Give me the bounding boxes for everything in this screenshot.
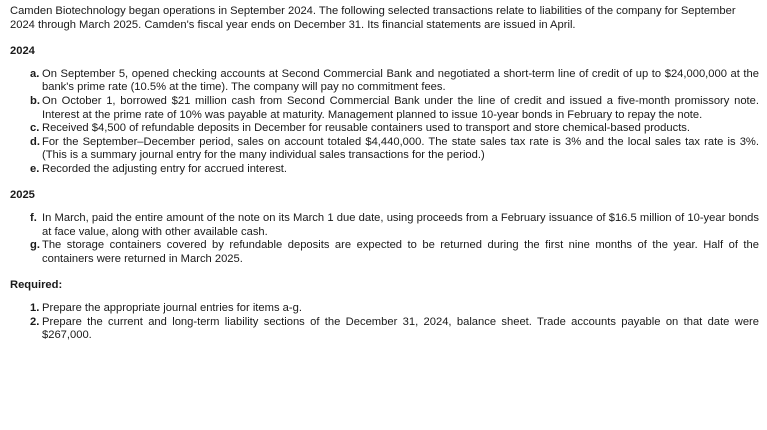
item-text: Received $4,500 of refundable deposits in December for reusable containers used to transport and store chemical-based products. [42, 122, 691, 135]
item-text: Prepare the current and long-term liability sections of the December 31, 2024, balance sheet. Trade accounts payable on that date were $267,000. [42, 315, 759, 342]
item-marker: f. [30, 212, 37, 225]
item-marker: 2. [30, 315, 40, 328]
transaction-item-g [10, 239, 759, 266]
item-marker: 1. [30, 302, 40, 315]
item-marker: a. [30, 67, 40, 80]
item-marker: e. [30, 162, 40, 175]
item-text: On October 1, borrowed $21 million cash from Second Commercial Bank under the line of credit and issued a five-month promissory note. Interest at the prime rate of 10% was payable at maturity. Management planned to issue 10-year bonds in February to repay the note. [42, 94, 759, 121]
required-heading: Required: [10, 278, 63, 291]
transactions-2024-list [10, 68, 759, 177]
item-marker: c. [30, 122, 40, 135]
item-marker: g. [30, 239, 40, 252]
transaction-item-c [10, 122, 759, 136]
item-text: Recorded the adjusting entry for accrued interest. [42, 162, 288, 175]
item-text: Prepare the appropriate journal entries for items a-g. [42, 302, 302, 315]
item-text: In March, paid the entire amount of the note on its March 1 due date, using proceeds from a February issuance of $16.5 million of 10-year bonds at face value, along with other available cash. [42, 212, 759, 238]
item-text: On September 5, opened checking accounts at Second Commercial Bank and negotiated a short-term line of credit of up to $24,000,000 at the bank's prime rate (10.5% at the time). The company will pay no commitment fees. [42, 67, 759, 94]
year-2024-heading: 2024 [10, 45, 35, 58]
item-marker: d. [30, 135, 40, 148]
transaction-item-a [10, 68, 759, 95]
year-2025-heading: 2025 [10, 188, 35, 201]
required-item-2 [10, 316, 759, 343]
transactions-2025-list [10, 212, 759, 266]
item-text: The storage containers covered by refundable deposits are expected to be returned during the first nine months of the year. Half of the containers were returned in March 2025. [42, 239, 759, 265]
item-marker: b. [30, 94, 40, 107]
required-item-1 [10, 302, 759, 316]
required-list [10, 302, 759, 343]
transaction-item-f [10, 212, 759, 239]
transaction-item-d [10, 136, 759, 163]
item-text: For the September–December period, sales on account totaled $4,440,000. The state sales tax rate is 3% and the local sales tax rate is 3%. (This is a summary journal entry for the many individual sales transactions for the period.) [42, 135, 759, 162]
transaction-item-b [10, 95, 759, 122]
intro-paragraph: Camden Biotechnology began operations in September 2024. The following selected transactions relate to liabilities of the company for September 2024 through March 2025. Camden's fiscal year ends on December 31. Its financial statements are issued in April. [10, 5, 736, 31]
transaction-item-e [10, 163, 759, 177]
